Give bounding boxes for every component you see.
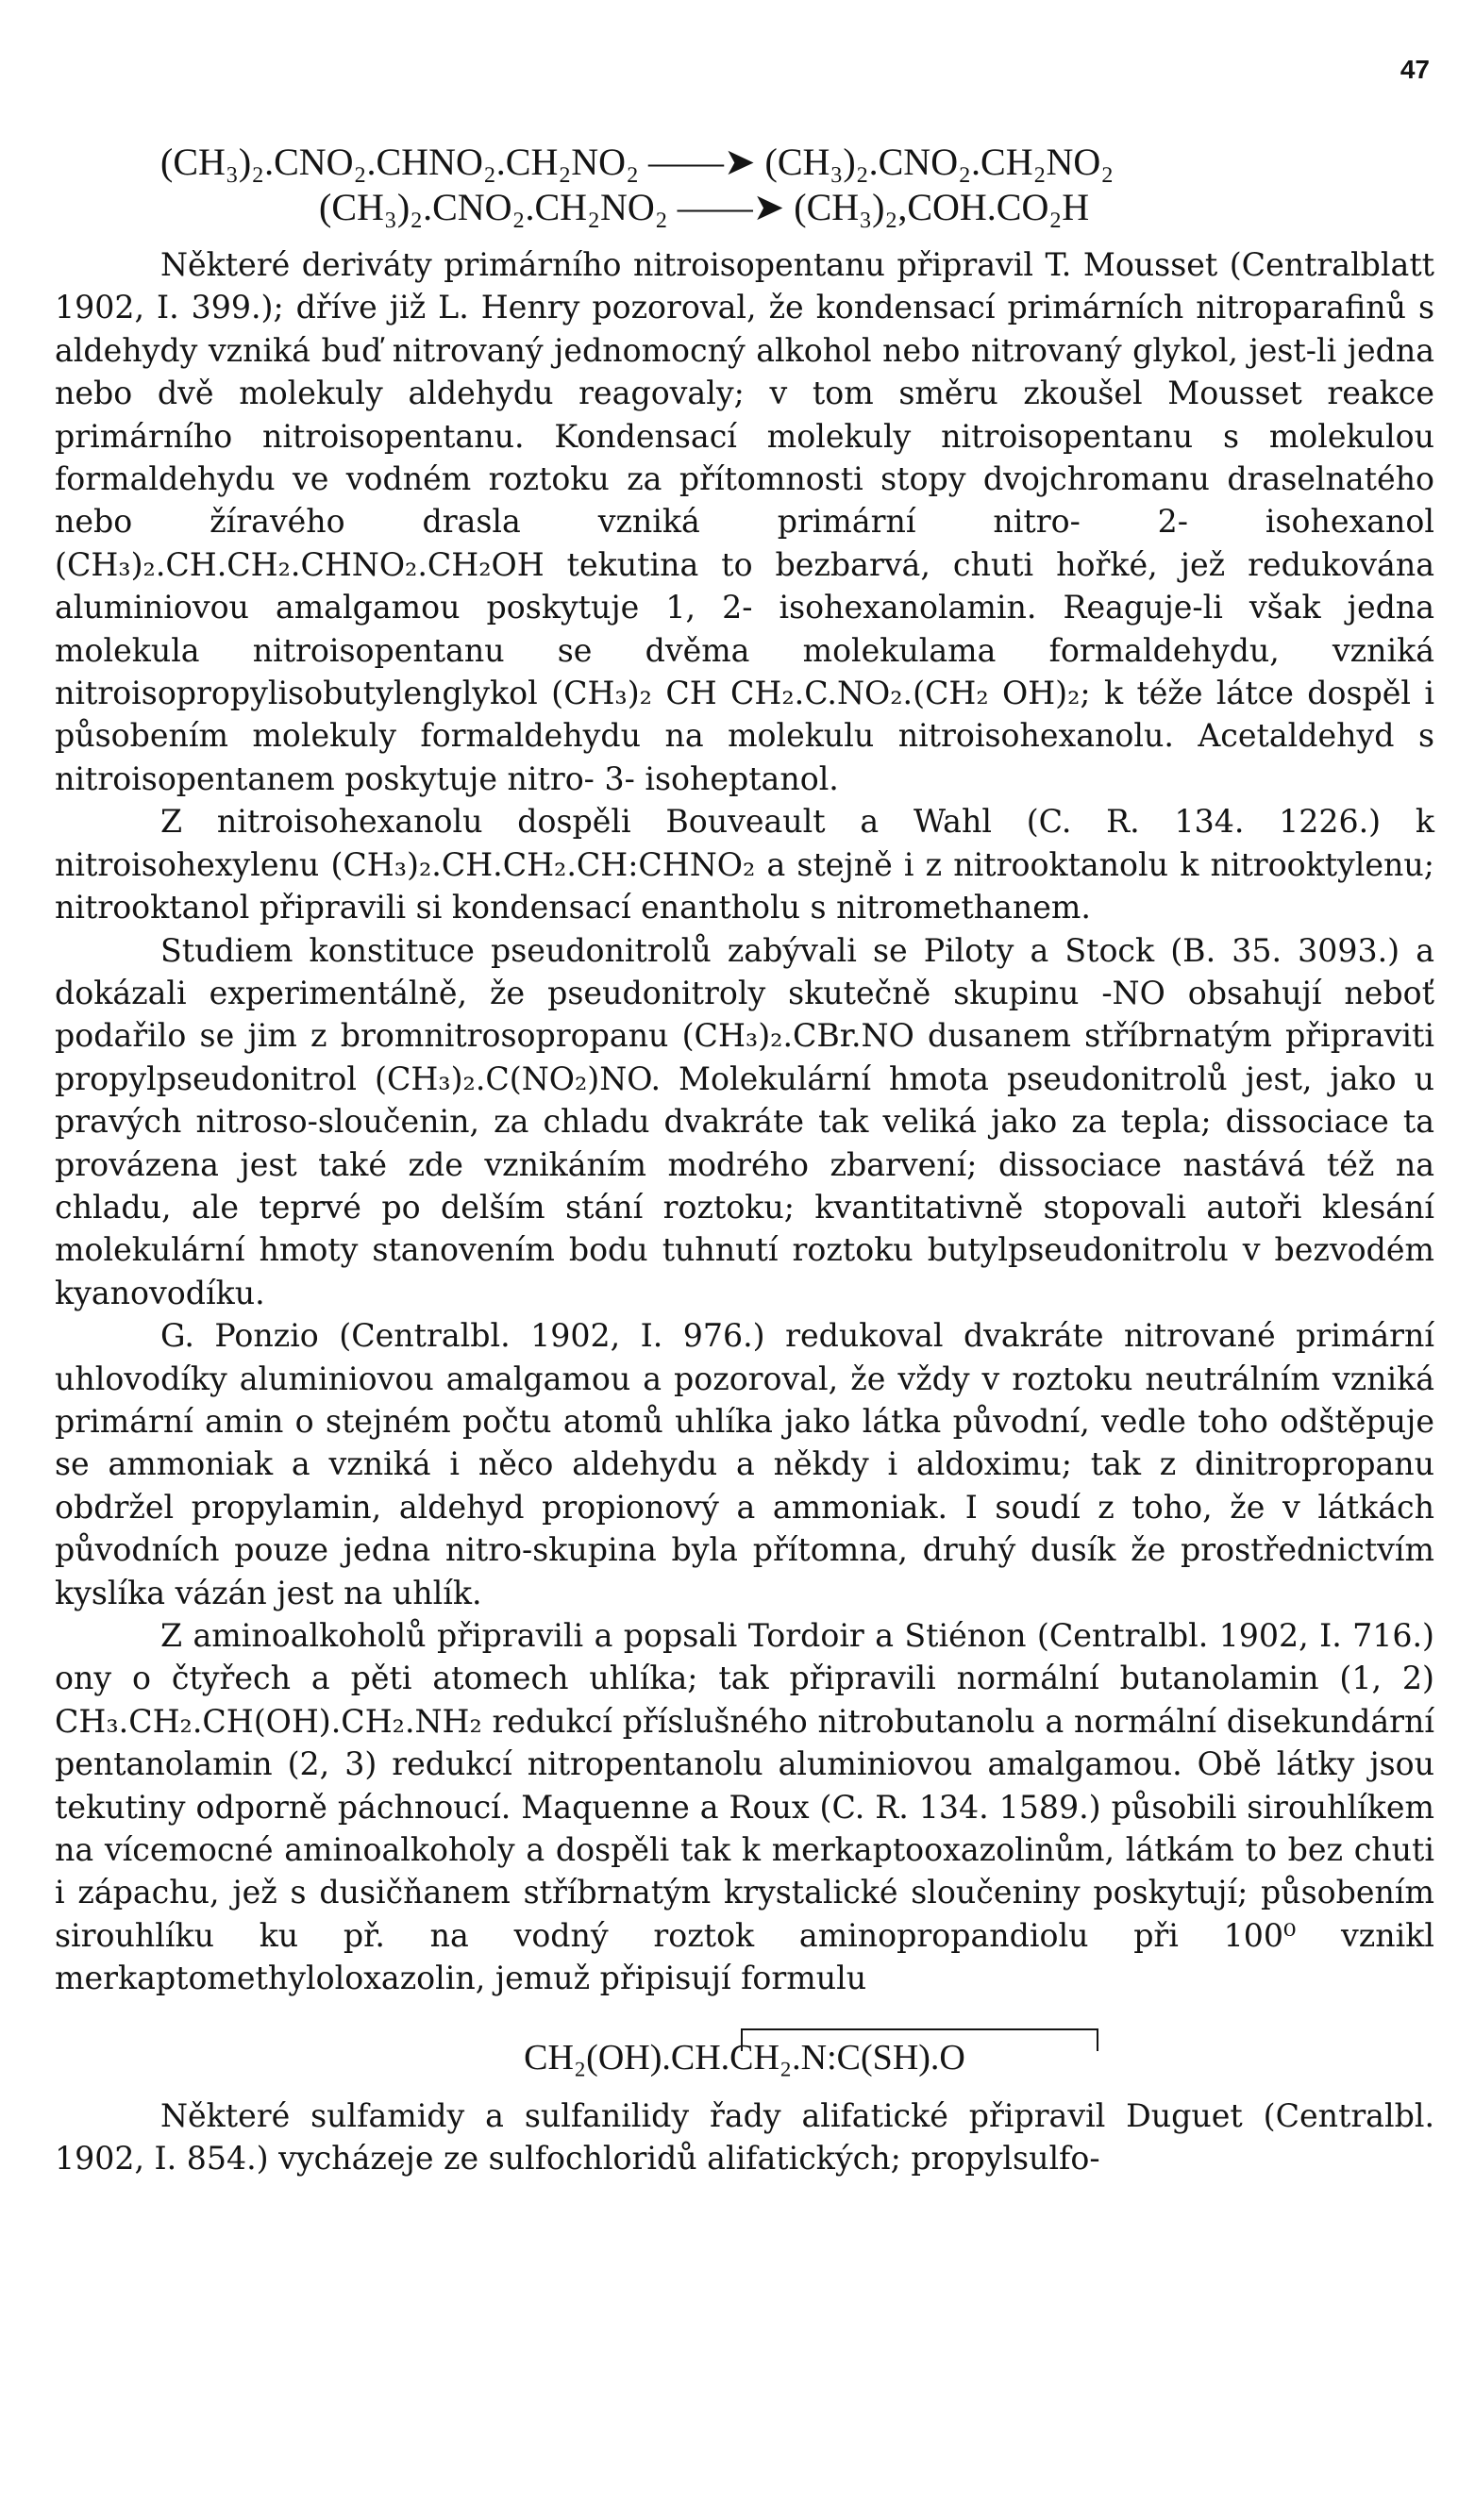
- paragraph-piloty: Studiem konstituce pseudonitrolů zabývali se Piloty a Stock (B. 35. 3093.) a dokázali experimentálně, že pseudonitroly skutečně skupinu -NO obsahují neboť podařilo se jim z bromnitrosopropanu (CH₃)₂.CBr.NO dusanem stříbrnatým připraviti propylpseudonitrol (CH₃)₂.C(NO₂)NO. Molekulární hmota pseudonitrolů jest, jako u pravých nitroso-sloučenin, za chladu dvakráte tak veliká jako za tepla; dissociace ta provázena jest také zde vznikáním modrého zbarvení; dissociace nastává též na chladu, ale teprvé po delším stání roztoku; kvantitativně stopovali autoři klesání molekulární hmoty stanovením bodu tuhnutí roztoku butylpseudonitrolu v bezvodém kyanovodíku.: [55, 931, 1434, 1311]
- paragraph-duguet: Některé sulfamidy a sulfanilidy řady alifatické připravil Duguet (Centralbl. 1902, I. 854.) vycházeje ze sulfochloridů alifatických; propylsulfo-: [55, 2096, 1434, 2178]
- reaction-formula-2: (CH₃)₂.CNO₂.CH₂NO₂ ——➤ (CH₃)₂,COH.CO₂H: [319, 186, 1090, 228]
- oxazoline-formula-block: [55, 2000, 1434, 2094]
- paragraph-bouveault: Z nitroisohexanolu dospěli Bouveault a Wahl (C. R. 134. 1226.) k nitroisohexylenu (CH₃)₂.CH.CH₂.CH:CHNO₂ a stejně i z nitrooktanolu k nitrooktylenu; nitrooktanol připravili si kondensací enantholu s nitromethanem.: [55, 803, 1434, 926]
- oxazoline-formula: CH₂(OH).CH.CH₂.N:C(SH).O: [524, 2037, 965, 2078]
- body-text: [55, 243, 1434, 2179]
- paragraph-ponzio: G. Ponzio (Centralbl. 1902, I. 976.) redukoval dvakráte nitrované primární uhlovodíky aluminiovou amalgamou a pozoroval, že vždy v roztoku neutrálním vzniká primární amin o stejném počtu atomů uhlíka jako látka původní, vedle toho odštěpuje se ammoniak a vzniká i něco aldehydu a někdy i aldoximu; tak z dinitropropanu obdržel propylamin, aldehyd propionový a ammoniak. I soudí z toho, že v látkách původních pouze jedna nitro-skupina byla přítomna, druhý dusík že prostřednictvím kyslíka vázán jest na uhlík.: [55, 1317, 1434, 1611]
- paragraph-tordoir: Z aminoalkoholů připravili a popsali Tordoir a Stiénon (Centralbl. 1902, I. 716.) ony o čtyřech a pěti atomech uhlíka; tak připravili normální butanolamin (1, 2) CH₃.CH₂.CH(OH).CH₂.NH₂ redukcí příslušného nitrobutanolu a normální disekundární pentanolamin (2, 3) redukcí nitropentanolu aluminiovou amalgamou. Obě látky jsou tekutiny odporně páchnoucí. Maquenne a Roux (C. R. 134. 1589.) působili sirouhlíkem na vícemocné aminoalkoholy a dospěli tak k merkaptooxazolinům, látkám to bez chuti i zápachu, jež s dusičňanem stříbrnatým krystalické sloučeniny poskytují; působením sirouhlíku ku př. na vodný roztok aminopropandiolu při 100⁰ vznikl merkaptomethyloloxazolin, jemuž připisují formulu: [55, 1617, 1434, 1997]
- paragraph-mousset: Některé deriváty primárního nitroisopentanu připravil T. Mousset (Centralblatt 1902, I. 399.); dříve již L. Henry pozoroval, že kondensací primárních nitroparafinů s aldehydy vzniká buď nitrovaný jednomocný alkohol nebo nitrovaný glykol, jest-li jedna nebo dvě molekuly aldehydu reagovaly; v tom směru zkoušel Mousset reakce primárního nitroisopentanu. Kondensací molekuly nitroisopentanu s molekulou formaldehydu ve vodném roztoku za přítomnosti stopy dvojchromanu draselnatého nebo žíravého drasla vzniká primární nitro- 2- isohexanol (CH₃)₂.CH.CH₂.CHNO₂.CH₂OH tekutina to bezbarvá, chuti hořké, jež redukována aluminiovou amalgamou poskytuje 1, 2- isohexanolamin. Reaguje-li však jedna molekula nitroisopentanu se dvěma molekulama formaldehydu, vzniká nitroisopropylisobutylenglykol (CH₃)₂ CH CH₂.C.NO₂.(CH₂ OH)₂; k téže látce dospěl i působením molekuly formaldehydu na molekulu nitroisohexanolu. Acetaldehyd s nitroisopentanem poskytuje nitro- 3- isoheptanol.: [55, 246, 1434, 797]
- page-number: 47: [1400, 55, 1430, 84]
- reaction-formula-1: (CH₃)₂.CNO₂.CHNO₂.CH₂NO₂ ——➤ (CH₃)₂.CNO₂.CH₂NO₂: [160, 141, 1115, 183]
